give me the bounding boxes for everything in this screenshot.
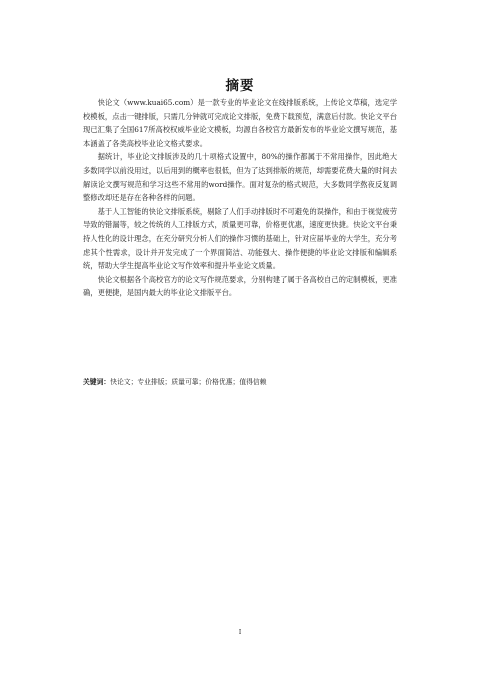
abstract-body	[83, 96, 397, 300]
abstract-paragraph-2: 据统计，毕业论文排版涉及的几十项格式设置中，80%的操作都属于不常用操作，因此绝大多数同学以前没用过，以后用到的概率也很低，但为了达到排版的规范，却需要花费大量的时间去解读论文撰写规范和学习这些不常用的word操作。面对复杂的格式规范，大多数同学熬夜反复调整修改却还是存在各种各样的问题。	[83, 152, 397, 203]
abstract-paragraph-4: 快论文根据各个高校官方的论文写作规范要求，分别构建了属于各高校自己的定制模板，更准确，更便捷，是国内最大的毕业论文排版平台。	[83, 274, 397, 298]
keywords-label: 关键词：	[83, 378, 111, 386]
keywords-line	[83, 376, 397, 388]
page-number: I	[238, 628, 242, 636]
keywords-text: 快论文；专业排版；质量可靠；价格优惠；值得信赖	[110, 378, 267, 386]
page-title: 摘要	[225, 78, 255, 94]
abstract-paragraph-1: 快论文（www.kuai65.com）是一款专业的毕业论文在线排版系统，上传论文草稿，选定学校模板，点击一键排版，只需几分钟就可完成论文排版，免费下载预览，满意后付款。快论文平台现已汇集了全国617所高校权威毕业论文模板，均源自各校官方最新发布的毕业论文撰写规范，基本涵盖了各类高校毕业论文格式要求。	[83, 98, 397, 148]
abstract-paragraph-3: 基于人工智能的快论文排版系统，剔除了人们手动排版时不可避免的误操作，和由于视觉疲劳导致的错漏等，较之传统的人工排版方式，质量更可靠，价格更优惠，速度更快捷。快论文平台秉持人性化的设计理念，在充分研究分析人们的操作习惯的基础上，针对应届毕业的大学生，充分考虑其个性需求，设计并开发完成了一个界面简洁、功能强大、操作便捷的毕业论文排版和编辑系统，帮助大学生提高毕业论文写作效率和提升毕业论文质量。	[83, 206, 397, 271]
